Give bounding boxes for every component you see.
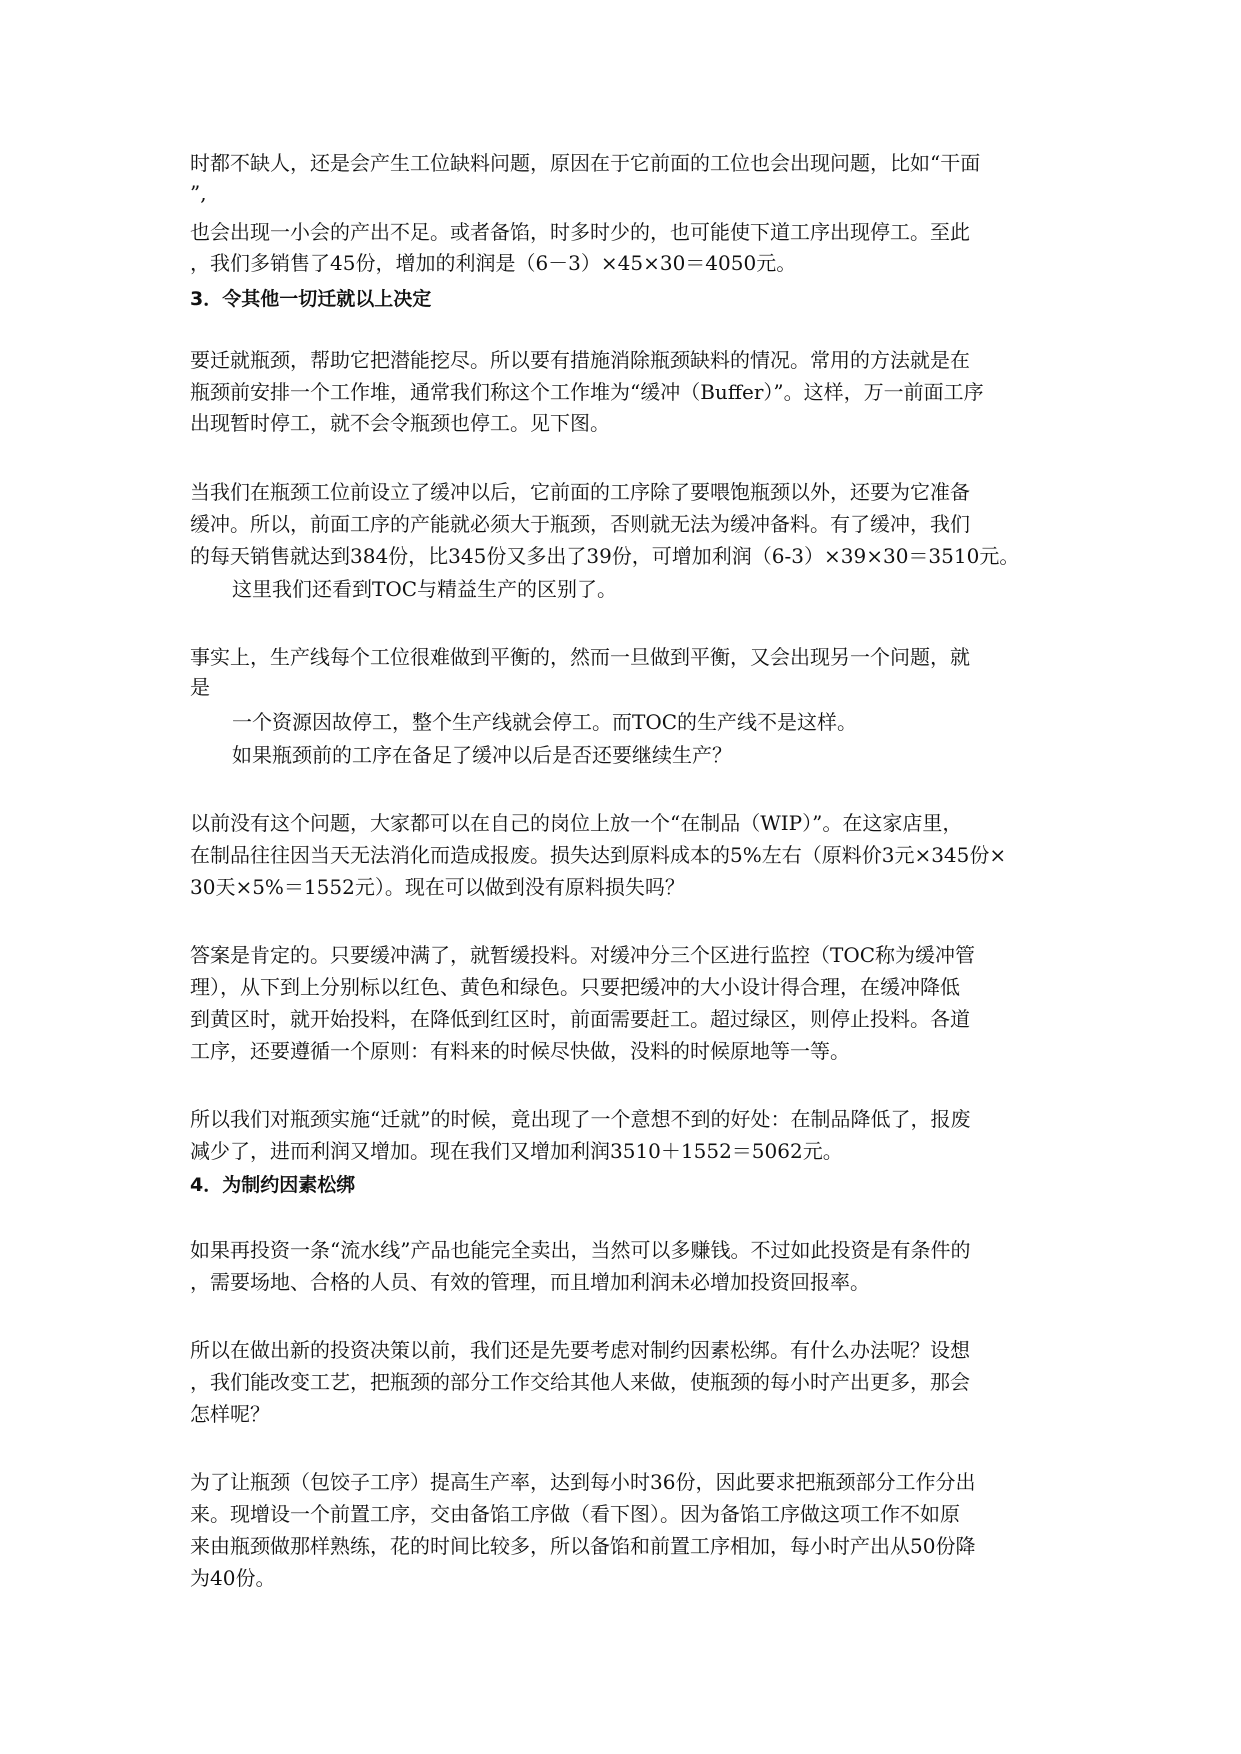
text-line: ，我们多销售了45份，增加的利润是（6－3）×45×30＝4050元。	[190, 251, 797, 275]
text-line: 也会出现一小会的产出不足。或者备馅，时多时少的，也可能使下道工序出现停工。至此	[190, 220, 970, 244]
text-line: 是	[190, 675, 210, 699]
text-line: 所以在做出新的投资决策以前，我们还是先要考虑对制约因素松绑。有什么办法呢？设想	[190, 1338, 970, 1362]
text-line: 时都不缺人，还是会产生工位缺料问题，原因在于它前面的工位也会出现问题，比如“干面	[190, 151, 981, 175]
text-line: 怎样呢？	[190, 1402, 270, 1426]
section-heading-3: 3．令其他一切迁就以上决定	[190, 288, 432, 310]
text-line: 为40份。	[190, 1566, 276, 1590]
text-line: 到黄区时，就开始投料，在降低到红区时，前面需要赶工。超过绿区，则停止投料。各道	[190, 1007, 970, 1031]
text-line: 以前没有这个问题，大家都可以在自己的岗位上放一个“在制品（WIP）”。在这家店里，	[190, 811, 963, 835]
text-line: 的每天销售就达到384份，比345份又多出了39份，可增加利润（6-3）×39×30＝3510元。	[190, 544, 1020, 568]
text-line: 理），从下到上分别标以红色、黄色和绿色。只要把缓冲的大小设计得合理，在缓冲降低	[190, 975, 960, 999]
text-line: 30天×5%＝1552元）。现在可以做到没有原料损失吗？	[190, 875, 685, 899]
text-line: 要迁就瓶颈，帮助它把潜能挖尽。所以要有措施消除瓶颈缺料的情况。常用的方法就是在	[190, 348, 970, 372]
text-line: 如果瓶颈前的工序在备足了缓冲以后是否还要继续生产？	[232, 743, 732, 767]
text-line: 一个资源因故停工，整个生产线就会停工。而TOC的生产线不是这样。	[232, 710, 858, 734]
text-line: 事实上，生产线每个工位很难做到平衡的，然而一旦做到平衡，又会出现另一个问题，就	[190, 645, 970, 669]
text-line: 来由瓶颈做那样熟练，花的时间比较多，所以备馅和前置工序相加，每小时产出从50份降	[190, 1534, 976, 1558]
text-line: 答案是肯定的。只要缓冲满了，就暂缓投料。对缓冲分三个区进行监控（TOC称为缓冲管	[190, 943, 976, 967]
text-line: 这里我们还看到TOC与精益生产的区别了。	[232, 577, 618, 601]
section-heading-4: 4．为制约因素松绑	[190, 1174, 356, 1196]
text-line: 如果再投资一条“流水线”产品也能完全卖出，当然可以多赚钱。不过如此投资是有条件的	[190, 1238, 971, 1262]
text-line: 工序，还要遵循一个原则：有料来的时候尽快做，没料的时候原地等一等。	[190, 1039, 850, 1063]
text-line: 减少了，进而利润又增加。现在我们又增加利润3510＋1552＝5062元。	[190, 1139, 843, 1163]
text-line: 出现暂时停工，就不会令瓶颈也停工。见下图。	[190, 411, 610, 435]
text-line: 为了让瓶颈（包饺子工序）提高生产率，达到每小时36份，因此要求把瓶颈部分工作分出	[190, 1470, 976, 1494]
text-line: 瓶颈前安排一个工作堆，通常我们称这个工作堆为“缓冲（Buffer）”。这样，万一前面工序	[190, 380, 984, 404]
text-line: 当我们在瓶颈工位前设立了缓冲以后，它前面的工序除了要喂饱瓶颈以外，还要为它准备	[190, 480, 970, 504]
text-line: 缓冲。所以，前面工序的产能就必须大于瓶颈，否则就无法为缓冲备料。有了缓冲，我们	[190, 512, 970, 536]
text-line: ，需要场地、合格的人员、有效的管理，而且增加利润未必增加投资回报率。	[190, 1270, 870, 1294]
text-line: 在制品往往因当天无法消化而造成报废。损失达到原料成本的5%左右（原料价3元×345份×	[190, 843, 1007, 867]
text-line: 所以我们对瓶颈实施“迁就”的时候，竟出现了一个意想不到的好处：在制品降低了，报废	[190, 1107, 971, 1131]
text-line: 来。现增设一个前置工序，交由备馅工序做（看下图）。因为备馅工序做这项工作不如原	[190, 1502, 960, 1526]
text-line: ”,	[190, 181, 207, 205]
text-line: ，我们能改变工艺，把瓶颈的部分工作交给其他人来做，使瓶颈的每小时产出更多，那会	[190, 1370, 970, 1394]
